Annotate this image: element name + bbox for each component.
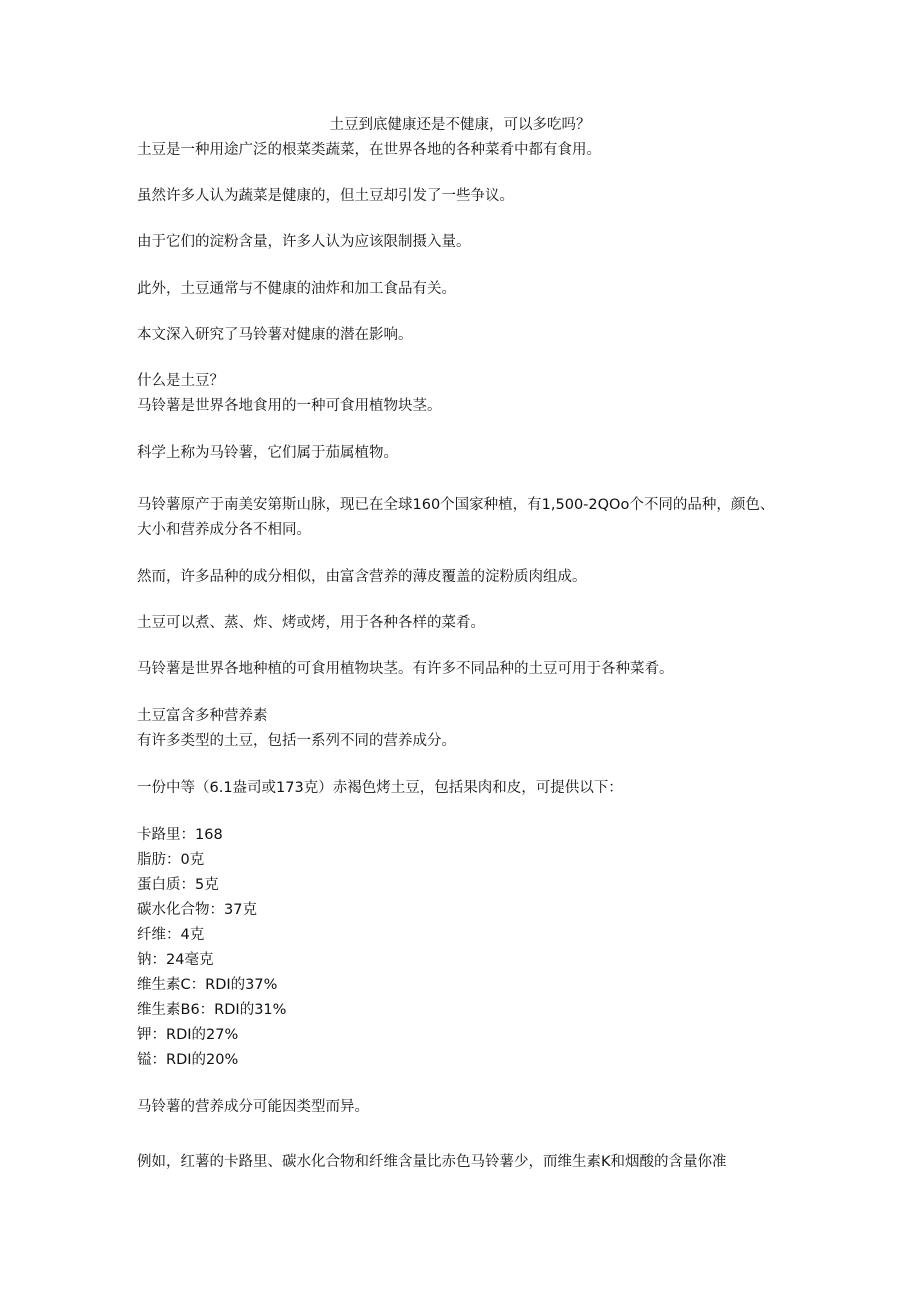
nutrient-item: 维生素B6：RDI的31% [137,1002,287,1018]
document-title: 土豆到底健康还是不健康，可以多吃吗？ [329,117,591,133]
section-heading: 土豆富含多种营养素 [137,708,268,724]
nutrient-item: 脂肪：0克 [137,852,205,868]
paragraph: 科学上称为马铃薯，它们属于茄属植物。 [137,445,398,461]
nutrient-item: 碳水化合物：37克 [137,902,257,918]
paragraph: 此外，土豆通常与不健康的油炸和加工食品有关。 [137,281,456,297]
paragraph: 然而，许多品种的成分相似，由富含营养的薄皮覆盖的淀粉质肉组成。 [137,569,587,585]
paragraph: 马铃薯原产于南美安第斯山脉，现已在全球160个国家种植，有1,500-2QOo个不同的品种，颜色、大小和营养成分各不相同。 [137,497,775,538]
nutrient-item: 卡路里：168 [137,827,223,843]
nutrient-item: 钾：RDI的27% [137,1027,239,1043]
paragraph: 土豆是一种用途广泛的根菜类蔬菜，在世界各地的各种菜肴中都有食用。 [137,142,601,158]
paragraph: 本文深入研究了马铃薯对健康的潜在影响。 [137,327,413,343]
paragraph: 有许多类型的土豆，包括一系列不同的营养成分。 [137,733,456,749]
paragraph: 一份中等（6.1盎司或173克）赤褐色烤土豆，包括果肉和皮，可提供以下： [137,780,623,796]
section-heading: 什么是土豆？ [137,373,224,389]
paragraph: 虽然许多人认为蔬菜是健康的，但土豆却引发了一些争议。 [137,188,514,204]
paragraph: 马铃薯是世界各地食用的一种可食用植物块茎。 [137,398,442,414]
paragraph: 土豆可以煮、蒸、炸、烤或烤，用于各种各样的菜肴。 [137,615,485,631]
paragraph: 马铃薯的营养成分可能因类型而异。 [137,1099,369,1115]
nutrient-item: 钠：24毫克 [137,952,214,968]
nutrient-item: 维生素C：RDI的37% [137,977,278,993]
nutrient-item: 纤维：4克 [137,927,205,943]
paragraph: 由于它们的淀粉含量，许多人认为应该限制摄入量。 [137,234,471,250]
paragraph: 例如，红薯的卡路里、碳水化合物和纤维含量比赤色马铃薯少，而维生素K和烟酸的含量你准 [137,1154,727,1170]
nutrient-item: 蛋白质：5克 [137,877,219,893]
paragraph: 马铃薯是世界各地种植的可食用植物块茎。有许多不同品种的土豆可用于各种菜肴。 [137,661,674,677]
nutrient-item: 镒：RDI的20% [137,1052,239,1068]
